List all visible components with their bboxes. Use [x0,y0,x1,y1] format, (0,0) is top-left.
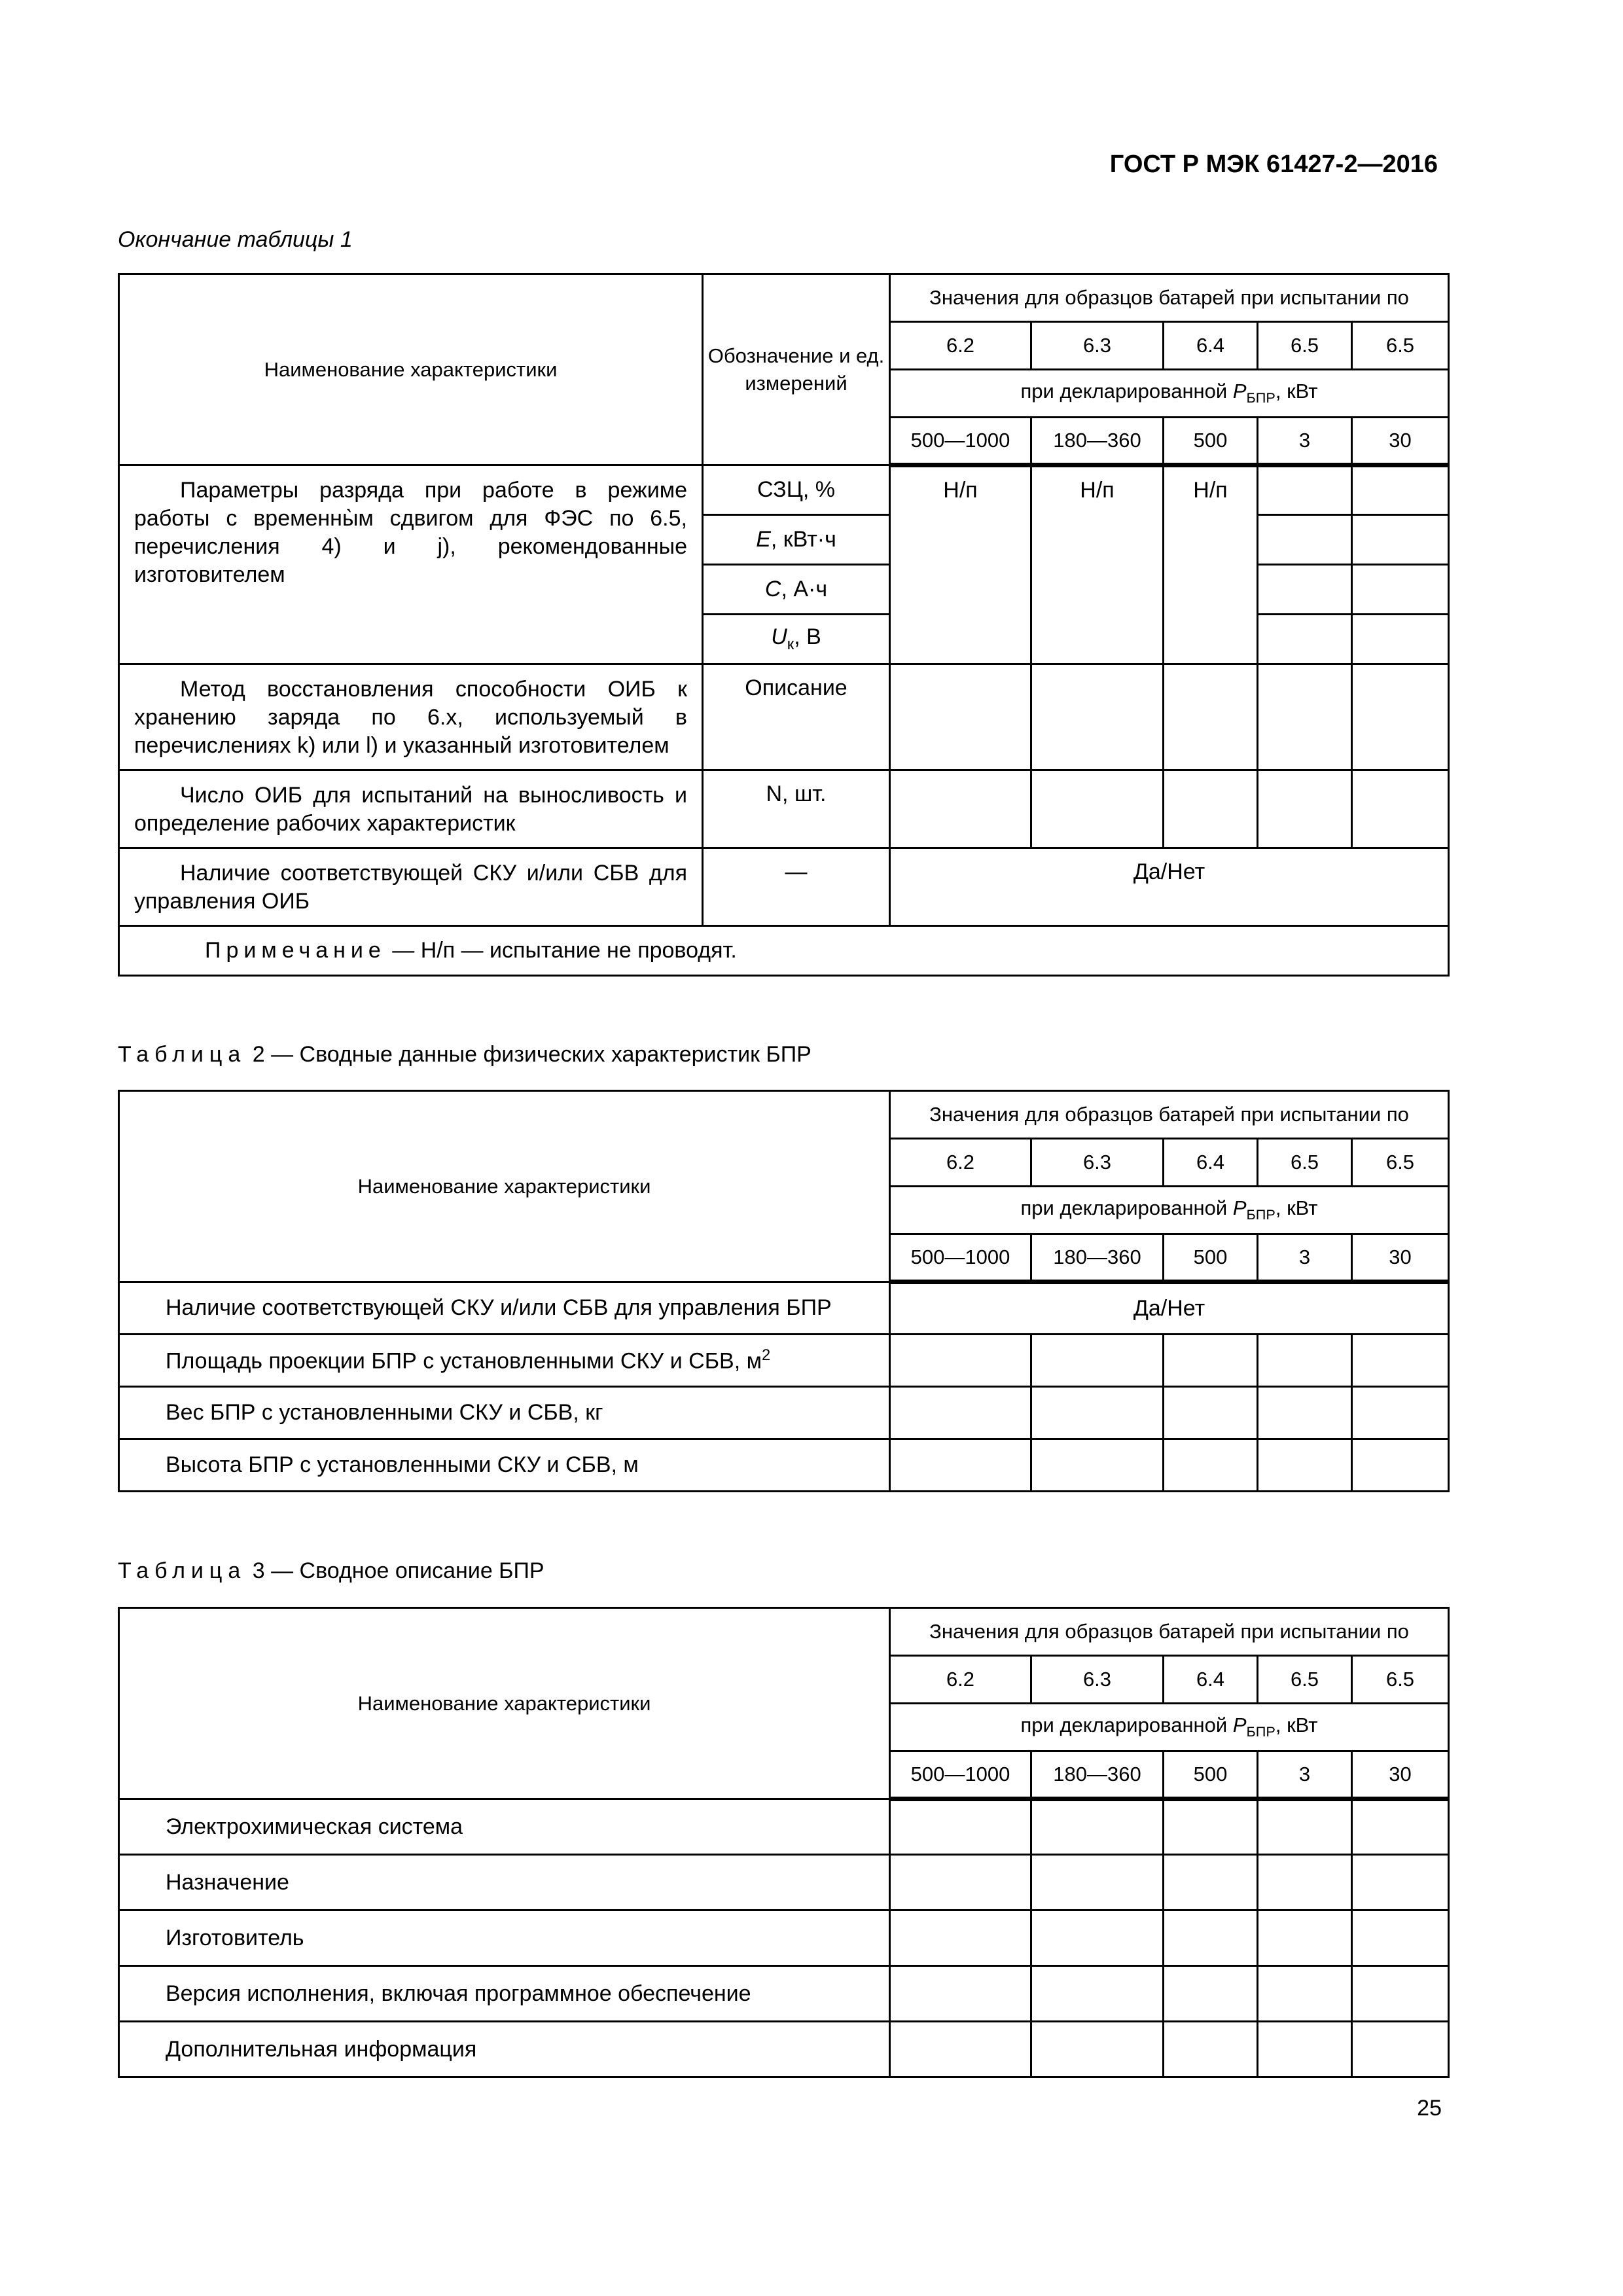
value-cell [1258,1439,1352,1492]
value-cell [1352,1335,1449,1387]
note-label: Примечание [205,938,386,963]
value-cell [890,1855,1031,1910]
note-text: — Н/п — испытание не проводят. [385,938,737,963]
header-values-title: Значения для образцов батарей при испытании по [890,1608,1449,1656]
value-cell [890,1387,1031,1439]
row-height-name: Высота БПР с установленными СКУ и СБВ, м [119,1439,890,1492]
value-cell [1164,2022,1258,2077]
row-purpose-name: Назначение [119,1855,890,1910]
unit-capacity: C, А·ч [703,565,890,615]
table2-caption: Таблица 2 — Сводные данные физических характеристик БПР [118,1042,812,1067]
value-cell [1031,1910,1164,1966]
standard-designation: ГОСТ Р МЭК 61427-2—2016 [1109,151,1438,178]
value-cell [1031,664,1164,770]
header-test: 6.2 [890,322,1031,370]
value-cell [1031,1439,1164,1492]
header-test: 6.3 [1031,1139,1164,1187]
unit-count: N, шт. [703,770,890,848]
row-discharge-name: Параметры разряда при работе в режиме работы с временны̀м сдвигом для ФЭС по 6.5, перечисления 4) и j), рекомендованные изготовителем [119,465,703,664]
header-test: 6.2 [890,1139,1031,1187]
value-cell [1258,615,1352,664]
value-cell [1352,515,1449,565]
header-power-value: 500—1000 [890,418,1031,465]
value-cell [1258,1966,1352,2022]
value-cell [1352,770,1449,848]
header-test: 6.5 [1258,322,1352,370]
value-cell [1164,1910,1258,1966]
value-cell [1031,1335,1164,1387]
value-na: Н/п [890,465,1031,664]
header-power-value: 30 [1352,418,1449,465]
header-power-value: 500—1000 [890,1234,1031,1282]
header-test: 6.5 [1352,322,1449,370]
row-area-name: Площадь проекции БПР с установленными СКУ и СБВ, $м^2$ [119,1335,890,1387]
row-chemistry-name: Электрохимическая система [119,1799,890,1855]
header-test: 6.5 [1258,1139,1352,1187]
header-power-value: 180—360 [1031,1751,1164,1799]
value-cell [1164,1966,1258,2022]
value-na: Н/п [1164,465,1258,664]
value-cell [1352,1799,1449,1855]
header-power: при декларированной $P_{БПР}$, кВт [890,370,1449,418]
header-test: 6.3 [1031,1656,1164,1704]
header-power-value: 500—1000 [890,1751,1031,1799]
value-cell [890,1966,1031,2022]
header-power-value: 3 [1258,1234,1352,1282]
row-additional-name: Дополнительная информация [119,2022,890,2077]
value-cell [890,1439,1031,1492]
page-number: 25 [1417,2096,1442,2121]
value-cell [1031,1966,1164,2022]
value-cell [1258,1910,1352,1966]
header-power: при декларированной $P_{БПР}$, кВт [890,1187,1449,1234]
value-cell [1258,465,1352,515]
value-cell [1258,1799,1352,1855]
value-cell [890,1910,1031,1966]
value-cell [1258,1855,1352,1910]
header-name: Наименование характеристики [119,1608,890,1799]
value-cell [1352,1966,1449,2022]
header-values-title: Значения для образцов батарей при испытании по [890,1091,1449,1139]
header-name: Наименование характеристики [119,1091,890,1282]
row-restore-name: Метод восстановления способности ОИБ к хранению заряда по 6.x, используемый в перечислениях k) или l) и указанный изготовителем [119,664,703,770]
header-power-value: 30 [1352,1234,1449,1282]
value-cell [1164,1855,1258,1910]
value-yes-no: Да/Нет [890,848,1449,926]
header-name: Наименование характеристики [119,274,703,465]
value-cell [1258,664,1352,770]
table1-note [119,926,1449,976]
table2 [118,1090,1450,1492]
header-test: 6.4 [1164,322,1258,370]
value-cell [1164,1799,1258,1855]
value-cell [1258,2022,1352,2077]
row-weight-name: Вес БПР с установленными СКУ и СБВ, кг [119,1387,890,1439]
value-cell [1031,2022,1164,2077]
value-cell [1352,664,1449,770]
header-power-value: 180—360 [1031,418,1164,465]
value-cell [890,1799,1031,1855]
value-cell [1352,1387,1449,1439]
value-cell [1352,565,1449,615]
row-manufacturer-name: Изготовитель [119,1910,890,1966]
header-test: 6.5 [1258,1656,1352,1704]
value-cell [890,664,1031,770]
table3 [118,1607,1450,2078]
header-values-title: Значения для образцов батарей при испытании по [890,274,1449,322]
value-cell [1031,1855,1164,1910]
value-cell [1352,615,1449,664]
value-cell [1352,1855,1449,1910]
header-test: 6.3 [1031,322,1164,370]
table1 [118,273,1450,977]
row-version-name: Версия исполнения, включая программное обеспечение [119,1966,890,2022]
value-cell [1352,1439,1449,1492]
value-cell [1352,465,1449,515]
value-cell [890,770,1031,848]
value-cell [1352,2022,1449,2077]
value-cell [1031,770,1164,848]
unit-description: Описание [703,664,890,770]
unit-energy: E, кВт·ч [703,515,890,565]
header-power-value: 500 [1164,1751,1258,1799]
header-power-value: 180—360 [1031,1234,1164,1282]
header-test: 6.4 [1164,1139,1258,1187]
value-cell [1258,515,1352,565]
header-test: 6.2 [890,1656,1031,1704]
header-power-value: 500 [1164,1234,1258,1282]
value-cell [1258,770,1352,848]
value-cell [1258,1387,1352,1439]
header-power-value: 500 [1164,418,1258,465]
value-cell [1031,1799,1164,1855]
unit-dash: — [703,848,890,926]
unit-soc: СЗЦ, % [703,465,890,515]
value-cell [1352,1910,1449,1966]
value-cell [890,1335,1031,1387]
table3-caption: Таблица 3 — Сводное описание БПР [118,1558,544,1583]
value-cell [1164,1387,1258,1439]
header-test: 6.4 [1164,1656,1258,1704]
row-control-name: Наличие соответствующей СКУ и/или СБВ для управления БПР [119,1282,890,1335]
row-control-name: Наличие соответствующей СКУ и/или СБВ для управления ОИБ [119,848,703,926]
value-cell [1164,1439,1258,1492]
value-cell [1164,1335,1258,1387]
table1-caption: Окончание таблицы 1 [118,227,353,252]
value-cell [1031,1387,1164,1439]
value-cell [890,2022,1031,2077]
header-power-value: 3 [1258,1751,1352,1799]
value-na: Н/п [1031,465,1164,664]
header-test: 6.5 [1352,1656,1449,1704]
value-cell [1164,770,1258,848]
header-unit: Обозначение и ед. измерений [703,274,890,465]
value-yes-no: Да/Нет [890,1282,1449,1335]
header-power: при декларированной $P_{БПР}$, кВт [890,1704,1449,1751]
value-cell [1258,565,1352,615]
row-count-name: Число ОИБ для испытаний на выносливость и определение рабочих характеристик [119,770,703,848]
value-cell [1164,664,1258,770]
unit-voltage: $U_к$, В [703,615,890,664]
value-cell [1258,1335,1352,1387]
header-test: 6.5 [1352,1139,1449,1187]
header-power-value: 30 [1352,1751,1449,1799]
header-power-value: 3 [1258,418,1352,465]
